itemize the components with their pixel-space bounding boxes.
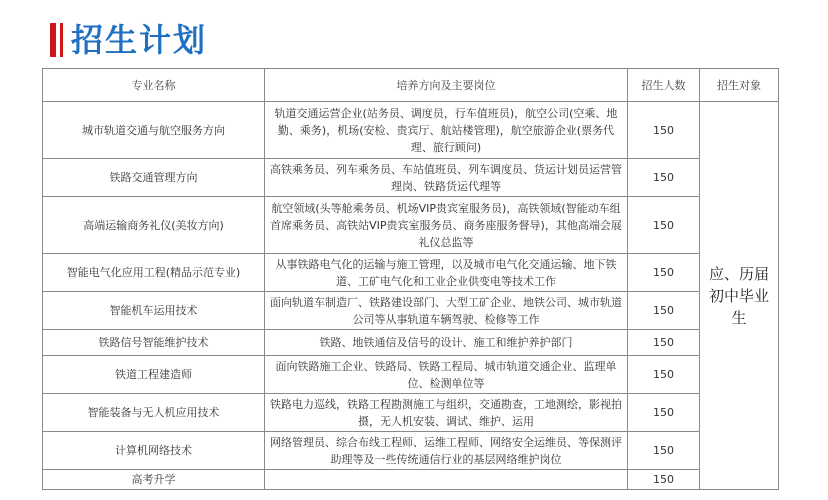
table-row (43, 254, 779, 292)
column-header-major: 专业名称 (43, 69, 265, 102)
direction-text: 铁路、地铁通信及信号的设计、施工和维护养护部门 (265, 330, 628, 356)
direction-text: 面向轨道车制造厂、铁路建设部门、大型工矿企业、地铁公司、城市轨道公司等从事轨道车辆驾驶、检修等工作 (265, 292, 628, 330)
major-name: 城市轨道交通与航空服务方向 (43, 102, 265, 159)
direction-text: 从事铁路电气化的运输与施工管理，以及城市电气化交通运输、地下铁道、工矿电气化和工业企业供变电等技术工作 (265, 254, 628, 292)
accent-bar-thin (60, 23, 63, 57)
enrollment-target: 应、历届 初中毕业生 (708, 264, 769, 327)
direction-text (265, 470, 628, 490)
table-row (43, 394, 779, 432)
direction-text: 铁路电力巡线，铁路工程勘测施工与组织，交通勘查，工地测绘，影视拍摄，无人机安装、调试、维护、运用 (265, 394, 628, 432)
page-title: 招生计划 (71, 21, 208, 59)
direction-text: 面向铁路施工企业、铁路局、铁路工程局、城市轨道交通企业、监理单位、检测单位等 (265, 356, 628, 394)
direction-text: 航空领域(头等舱乘务员、机场VIP贵宾室服务员)，高铁领域(智能动车组首席乘务员、高铁站VIP贵宾室服务员、商务座服务督导)，其他高端会展礼仪总监等 (265, 197, 628, 254)
enrollment-count: 150 (628, 102, 700, 159)
enrollment-count: 150 (628, 394, 700, 432)
table-row (43, 102, 779, 159)
major-name: 高端运输商务礼仪(美妆方向) (43, 197, 265, 254)
table-row (43, 159, 779, 197)
enrollment-count: 150 (628, 432, 700, 470)
major-name: 计算机网络技术 (43, 432, 265, 470)
enrollment-table (42, 68, 779, 490)
table-row (43, 197, 779, 254)
direction-text: 网络管理员、综合布线工程师、运维工程师、网络安全运维员、等保测评助理等及一些传统通信行业的基层网络维护岗位 (265, 432, 628, 470)
enrollment-count: 150 (628, 330, 700, 356)
enrollment-count: 150 (628, 470, 700, 490)
enrollment-count: 150 (628, 254, 700, 292)
table-row (43, 470, 779, 490)
page-header (50, 18, 207, 62)
table-header-row (43, 69, 779, 102)
column-header-direction: 培养方向及主要岗位 (265, 69, 628, 102)
table-row (43, 330, 779, 356)
target-cell (700, 102, 779, 490)
major-name: 铁路信号智能维护技术 (43, 330, 265, 356)
accent-bar (50, 23, 56, 57)
direction-text: 高铁乘务员、列车乘务员、车站值班员、列车调度员、货运计划员运营管理岗、铁路货运代理等 (265, 159, 628, 197)
table-row (43, 432, 779, 470)
table-row (43, 356, 779, 394)
major-name: 铁道工程建造师 (43, 356, 265, 394)
enrollment-count: 150 (628, 159, 700, 197)
major-name: 高考升学 (43, 470, 265, 490)
enrollment-table-wrapper (42, 68, 778, 490)
major-name: 智能电气化应用工程(精品示范专业) (43, 254, 265, 292)
enrollment-count: 150 (628, 292, 700, 330)
enrollment-count: 150 (628, 197, 700, 254)
table-row (43, 292, 779, 330)
enrollment-count: 150 (628, 356, 700, 394)
column-header-count: 招生人数 (628, 69, 700, 102)
major-name: 铁路交通管理方向 (43, 159, 265, 197)
direction-text: 轨道交通运营企业(站务员、调度员，行车值班员)，航空公司(空乘、地勤、乘务)，机场(安检、贵宾厅、航站楼管理)，航空旅游企业(票务代理、旅行顾问) (265, 102, 628, 159)
major-name: 智能机车运用技术 (43, 292, 265, 330)
major-name: 智能装备与无人机应用技术 (43, 394, 265, 432)
column-header-target: 招生对象 (700, 69, 779, 102)
